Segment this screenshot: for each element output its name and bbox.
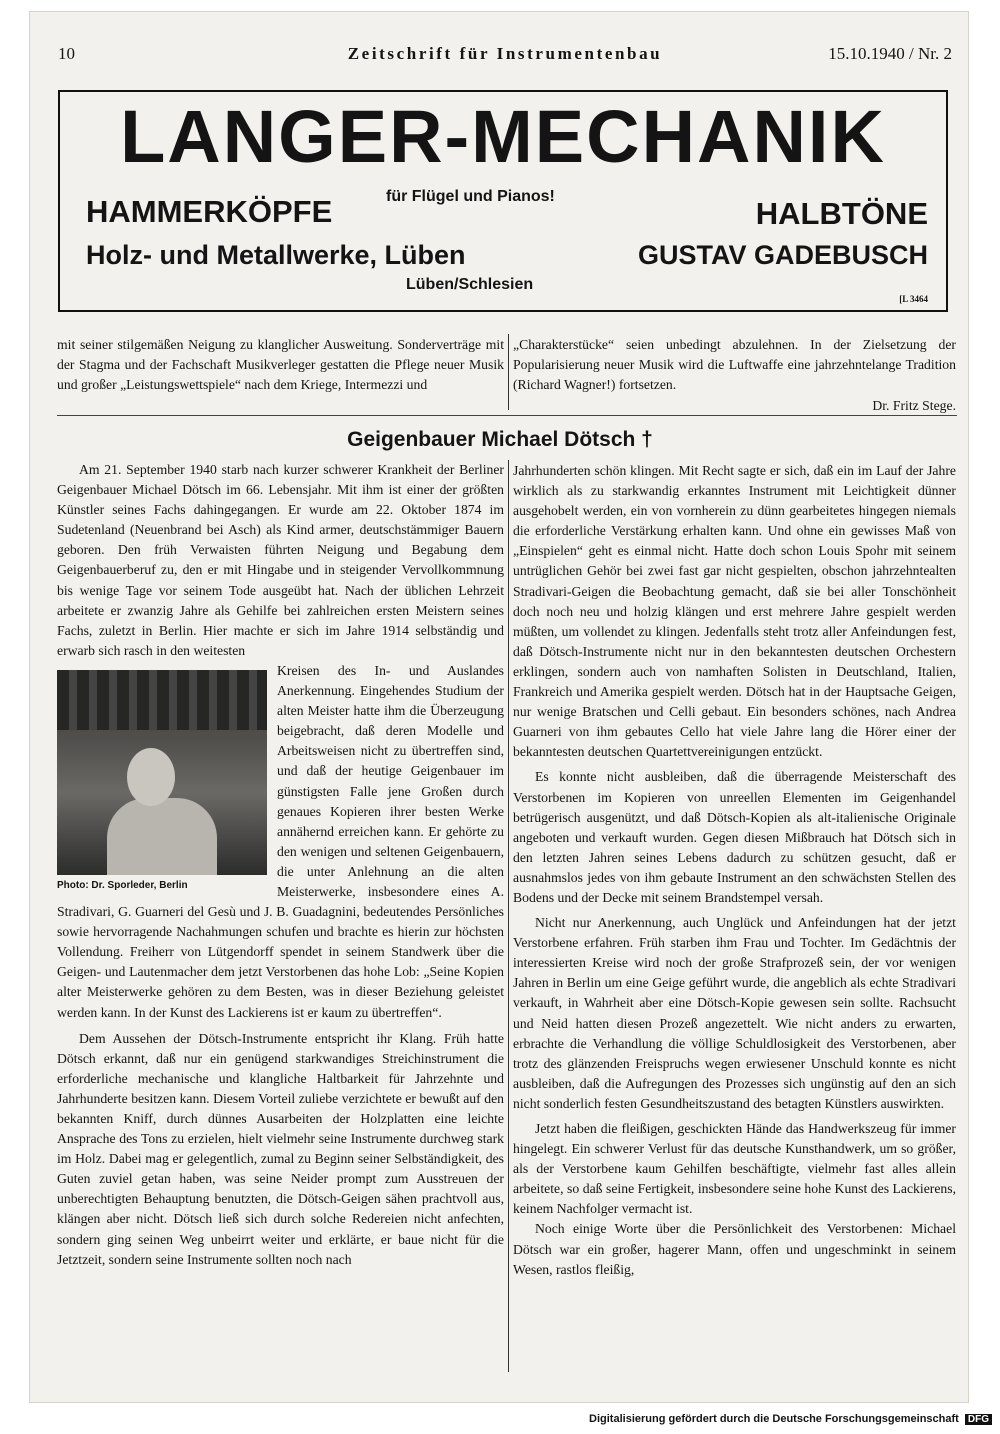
journal-title: Zeitschrift für Instrumentenbau: [347, 44, 663, 63]
article-paragraph-r5: Noch einige Worte über die Persönlichkeit des Verstorbenen: Michael Dötsch war ein großer, hagerer Mann, offen und ungeschminkt in seinem Wesen, rastlos fleißig,: [513, 1221, 956, 1277]
ad-code: [L 3464: [899, 294, 928, 304]
ad-right-top: HALBTÖNE: [755, 196, 928, 231]
ad-subtitle: für Flügel und Pianos!: [386, 188, 555, 205]
ad-right-bottom: GUSTAV GADEBUSCH: [637, 240, 928, 270]
section-divider: [57, 415, 957, 416]
running-header: [58, 44, 952, 70]
article-left-column: [57, 460, 504, 1270]
article-paragraph-2: Dem Aussehen der Dötsch-Instrumente entspricht ihr Klang. Früh hatte Dötsch erkannt, daß nur ein genügend starkwandiges Streichinstrument die erforderliche mechanische und klangliche Haltbarkeit für Jahrzehnte und Jahrhunderte besitzen kann. Diesem Vorteil zuliebe verzichtete er bewußt auf den bekannten Kniff, durch dünnes Ausarbeiten der Holzplatten eine leichte Ansprache des Tons zu erzielen, hielt vielmehr seine Instrumente durchweg stark im Holz. Dabei mag er gelegentlich, zumal zu Beginn seiner Selbständigkeit, des Guten zuviel getan haben, was seine Neider prompt zum Ausstreuen der unberechtigten Behauptung benutzten, die Dötsch-Geigen sähen prachtvoll aus, klängen aber nicht. Dötsch ließ sich durch solche Redereien nicht anfechten, sondern ging seinen Weg unbeirrt weiter und erklärte, er baue nicht für die Jetztzeit, sondern seine Instrumente sollten noch nach: [57, 1030, 504, 1267]
ad-left-top: HAMMERKÖPFE: [86, 194, 333, 229]
issue-date: 15.10.1940 / Nr. 2: [828, 44, 952, 63]
photo-caption: Photo: Dr. Sporleder, Berlin: [57, 879, 188, 891]
article-paragraph-r4: Jetzt haben die fleißigen, geschickten Hände das Handwerkszeug für immer hingelegt. Ein schwerer Verlust für das deutsche Kunsthandwerk, um so größer, als der Verstorbene kaum Gehilfen beschäftigte, vielmehr fast alles allein arbeitete, so daß seine Fertigkeit, insbesondere seine hohe Kunst des Lackierens, keinem Nachfolger vermacht ist.: [513, 1121, 956, 1217]
prev-article-author: Dr. Fritz Stege.: [872, 397, 956, 413]
page-number: 10: [58, 44, 75, 63]
ad-city: Lüben/Schlesien: [406, 276, 534, 293]
article-paragraph-1b: Kreisen des In- und Auslandes Anerkennung. Eingehendes Studium der alten Meister hatte ihm die Überzeugung beigebracht, daß deren Modelle und Arbeitsweisen nicht zu übertreffen sind, und daß der heutige Geigenbauer im günstigsten Falle jene Großen durch genaues Kopieren ihrer besten Werke annähernd erreichen kann. Er gehörte zu den wenigen und seltenen Geigenbauern, die unter Anlehnung an die alten Meisterwerke, insbesondere eines A. Stradivari, G. Guarneri del Gesù und J. B. Guadagnini, bedeutendes Persönliches sowie hervorragende Nachahmungen schufen und brachte es hierin zur höchsten Vollendung. Freiherr von Lütgendorff spendet in seinem Standwerk über die Geigen- und Lautenmacher dem jetzt Verstorbenen das hohe Lob: „Seine Kopien alter Meisterwerke gehören zu dem Besten, was in dieser Beziehung geleistet werden kann. In der Kunst des Lackierens ist er kaum zu übertreffen“.: [57, 662, 504, 1020]
column-rule-main: [508, 460, 509, 1372]
prev-article-right: [513, 335, 956, 416]
advertisement-box: [58, 90, 948, 312]
article-paragraph-r3: Nicht nur Anerkennung, auch Unglück und Anfeindungen hat der jetzt Verstorbene erfahren. Früh starben ihm Frau und Tochter. Im Gedächtnis der interessierten Kreise wird noch der große Strafprozeß sein, der vor wenigen Jahren in Berlin um eine Geige geführt wurde, die angeblich als echte Stradivari verkauft, in Wahrheit aber eine Dötsch-Kopie gewesen sein sollte. Rachsucht und Neid hatten diesen Prozeß angezettelt. Wie nicht anders zu erwarten, erbrachte die Verhandlung die völlige Schuldlosigkeit des Verstorbenen, aber trotz des glänzenden Freispruchs wegen erwiesener Unschuld konnte es nicht ausbleiben, daß die Aufregungen des Prozesses sich ungünstig auf den an sich nicht sonderlich festen Gesundheitszustand des betagten Künstlers auswirkten.: [513, 915, 956, 1111]
article-paragraph-1a: Am 21. September 1940 starb nach kurzer schwerer Krankheit der Berliner Geigenbauer Michael Dötsch im 66. Lebensjahr. Mit ihm ist einer der größten Künstler seines Fachs dahingegangen. Er wurde am 22. Oktober 1874 im Sudetenland (Neuenbrand bei Asch) als Kind armer, deutschstämmiger Bauern geboren. Den früh Verwaisten führten Neigung und Begabung dem Geigenbauerberuf zu, den er mit Hingabe und in steigender Vervollkommnung bis wenige Tage vor seinem Tode ausgeübt hat. Nach der üblichen Lehrzeit arbeitete er zwanzig Jahre als Gehilfe bei zahlreichen ersten Meistern seines Fachs, zuletzt in Berlin. Hier machte er sich im Jahre 1914 selbständig und erwarb sich rasch in den weitesten: [57, 462, 504, 658]
article-paragraph-r2: Es konnte nicht ausbleiben, daß die überragende Meisterschaft des Verstorbenen im Kopieren von unreellen Elementen im Geigenhandel betrügerisch ausgenützt, und daß Dötsch-Kopien als alt-italienische Originale angeboten und verkauft wurden. Gegen diesen Mißbrauch hat Dötsch sich in den letzten Jahren seines Lebens dadurch zu schützen gesucht, daß er ausnahmslos jedes von ihm gebaute Instrument an den schwächsten Stellen des Bodens und der Decke mit seinem Brandstempel versah.: [513, 769, 956, 905]
credit-text: Digitalisierung gefördert durch die Deutsche Forschungsgemeinschaft: [589, 1413, 959, 1425]
prev-article-left: [57, 335, 504, 396]
article-paragraph-r1: Jahrhunderten schön klingen. Mit Recht sagte er sich, daß ein im Lauf der Jahre wirklich als zu starkwandig erkanntes Instrument mit Leichtigkeit dünner ausgehobelt werden, ein von vornherein zu dünn gearbeitetes hingegen niemals die erforderliche Verstärkung erhalten kann. Und ohne ein gewisses Maß von „Einspielen“ geht es einmal nicht. Hatte doch schon Louis Spohr mit seinem untrüglichen Gehör bei zwei fast gar nicht gespielten, obschon jahrzehntealten Stradivari-Geigen die Beobachtung gemacht, daß sie bei aller Tonschönheit doch noch neu und holzig klängen und erst mehrere Jahre gespielt werden müßten, um vollendet zu klingen. Jedenfalls steht trotz aller Anfeindungen fest, daß Dötsch-Instrumente nicht nur in den bekanntesten deutschen Orchestern erklingen, sondern auch von namhaften Solisten in Deutschland, Italien, Frankreich und Amerika gespielt werden. Dötsch hat in der Hauptsache Geigen, nur wenige Bratschen und Celli gebaut. Ein besonders schönes, nach Andrea Guarneri von ihm gebautes Cello hat viele Jahre lang die Hörer einer der bekanntesten deutschen Quartettvereinigungen entzückt.: [513, 463, 956, 760]
digitization-credit: [589, 1413, 992, 1425]
prev-article-right-text: „Charakterstücke“ seien unbedingt abzulehnen. In der Zielsetzung der Popularisierung neuer Musik wird die Luftwaffe eine jahrzehntelange Tradition (Richard Wagner!) fortsetzen.: [513, 337, 956, 393]
dfg-logo: DFG: [965, 1414, 992, 1425]
portrait-image: [57, 670, 267, 875]
prev-article-left-text: mit seiner stilgemäßen Neigung zu klanglicher Ausweitung. Sonderverträge mit der Stagma und der Fachschaft Musikverleger gestatten die Pflege neuer Musik und großer „Leistungswettspiele“ nach dem Kriege, Intermezzi und: [57, 337, 504, 393]
portrait-photo: [57, 670, 267, 898]
ad-brand: LANGER-MECHANIK: [120, 95, 886, 178]
column-rule-top: [508, 334, 509, 410]
ad-left-bottom: Holz- und Metallwerke, Lüben: [86, 240, 466, 270]
article-right-column: [513, 461, 956, 1280]
article-title: Geigenbauer Michael Dötsch †: [347, 428, 653, 451]
